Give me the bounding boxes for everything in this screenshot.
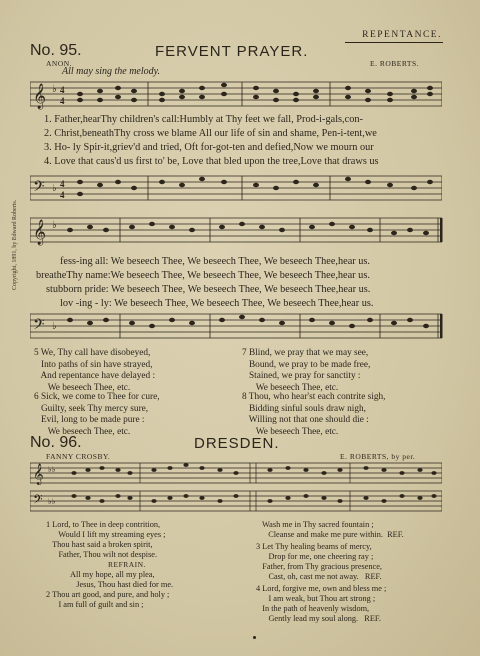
svg-text:♭: ♭: [52, 183, 57, 194]
copyright-notice: Copyright, 1891, by Edward Roberts.: [12, 199, 18, 290]
hymn-95-refrain-line-3: stubborn pride: We beseech Thee, We beseech Thee, We beseech Thee,hear us.: [46, 284, 371, 295]
hymn-95-title: FERVENT PRAYER.: [155, 43, 309, 60]
svg-text:♭: ♭: [52, 321, 57, 332]
hymn-96-composer: E. ROBERTS, by per.: [340, 452, 416, 461]
svg-text:𝄢: 𝄢: [33, 492, 43, 510]
page-dot: [253, 636, 256, 639]
svg-text:♭♭: ♭♭: [48, 497, 56, 506]
hymn-96-verse-2-cont: Wash me in Thy sacred fountain ; Cleanse and make me pure within. REF.: [262, 520, 404, 539]
hymn-96-verse-1: 1 Lord, to Thee in deep contrition, Would I lift my streaming eyes ; Thou hast said a broken spirit, Father, Thou wilt not despise.: [46, 520, 166, 559]
svg-text:4: 4: [60, 179, 65, 189]
hymn-95-verse-8: 8 Thou, who hear'st each contrite sigh, Bidding sinful souls draw nigh, Willing not that one should die : We beseech Thee, etc.: [242, 392, 386, 437]
hymn-96-refrain: All my hope, all my plea, Jesus, Thou hast died for me.: [70, 570, 174, 589]
hymn-95-direction: All may sing the melody.: [62, 66, 161, 77]
hymn-95-verse-6: 6 Sick, we come to Thee for cure, Guilty, seek Thy mercy sure, Evil, long to be made pure : We beseech Thee, etc.: [34, 392, 160, 437]
staff-system-2-treble: [30, 214, 446, 246]
staff-system-2-bass: [30, 310, 446, 342]
hymn-95-lyric-line-4: 4. Love that caus'd us first to' be, Love that bled upon the tree,Love that draws us: [44, 156, 379, 167]
header-rule: [345, 42, 443, 43]
hymn-96-number: No. 96.: [30, 434, 82, 451]
hymn-95-lyric-line-2: 2. Christ,beneathThy cross we blame All our life of sin and shame, Pen-i-tent,we: [44, 128, 377, 139]
hymn-95-lyric-line-3: 3. Ho- ly Spir-it,griev'd and tried, Oft for-got-ten and defied,Now we mourn our: [44, 142, 374, 153]
hymn-95-author: ANON.: [46, 59, 73, 68]
svg-text:4: 4: [60, 190, 65, 200]
svg-text:♭♭: ♭♭: [48, 465, 56, 474]
svg-text:4: 4: [60, 96, 65, 106]
hymn-96-verse-2: 2 Thou art good, and pure, and holy ; I am full of guilt and sin ;: [46, 590, 170, 609]
hymn-95-refrain-line-1: fess-ing all: We beseech Thee, We beseech Thee, We beseech Thee,hear us.: [60, 256, 371, 267]
hymn-95-verse-7: 7 Blind, we pray that we may see, Bound, we pray to be made free, Stained, we pray for sanctity : We beseech Thee, etc.: [242, 348, 371, 393]
staff-system-1-bass: [30, 172, 442, 204]
section-header: REPENTANCE.: [362, 30, 442, 40]
hymn-95-refrain-line-4: lov -ing - ly: We beseech Thee, We beseech Thee, We beseech Thee,hear us.: [60, 298, 374, 309]
hymn-95-refrain-line-2: breatheThy name:We beseech Thee, We beseech Thee, We beseech Thee,hear us.: [36, 270, 370, 281]
hymn-96-refrain-label: REFRAIN.: [108, 560, 146, 569]
hymn-96-staff-bass: [30, 488, 442, 514]
hymn-95-lyric-line-1: 1. Father,hearThy children's call:Humbly at Thy feet we fall, Prod-i-gals,con-: [44, 114, 363, 125]
svg-text:𝄞: 𝄞: [33, 84, 47, 109]
hymn-96-staff-treble: [30, 460, 442, 486]
staff-1-notes: [30, 78, 442, 110]
hymn-95-verse-5: 5 We, Thy call have disobeyed, Into paths of sin have strayed, And repentance have delayed : We beseech Thee, etc.: [34, 348, 156, 393]
hymn-96-title: DRESDEN.: [194, 435, 280, 452]
svg-text:4: 4: [60, 85, 65, 95]
hymn-96-verse-3: 3 Let Thy healing beams of mercy, Drop for me, one cheering ray ; Father, from Thy gracious presence, Cast, oh, cast me not away. REF.: [256, 542, 383, 581]
hymn-95-number: No. 95.: [30, 42, 82, 59]
svg-text:𝄞: 𝄞: [33, 464, 44, 485]
hymn-95-composer: E. ROBERTS.: [370, 59, 420, 68]
svg-text:𝄢: 𝄢: [33, 316, 45, 337]
svg-text:𝄢: 𝄢: [33, 178, 45, 199]
svg-text:♭: ♭: [52, 84, 57, 95]
hymn-96-author: FANNY CROSBY.: [46, 452, 111, 461]
svg-text:𝄞: 𝄞: [33, 220, 47, 245]
hymn-96-verse-4: 4 Lord, forgive me, own and bless me ; I am weak, but Thou art strong ; In the path of heavenly wisdom, Gently lead my soul along. REF.: [256, 584, 387, 623]
svg-text:♭: ♭: [52, 220, 57, 231]
